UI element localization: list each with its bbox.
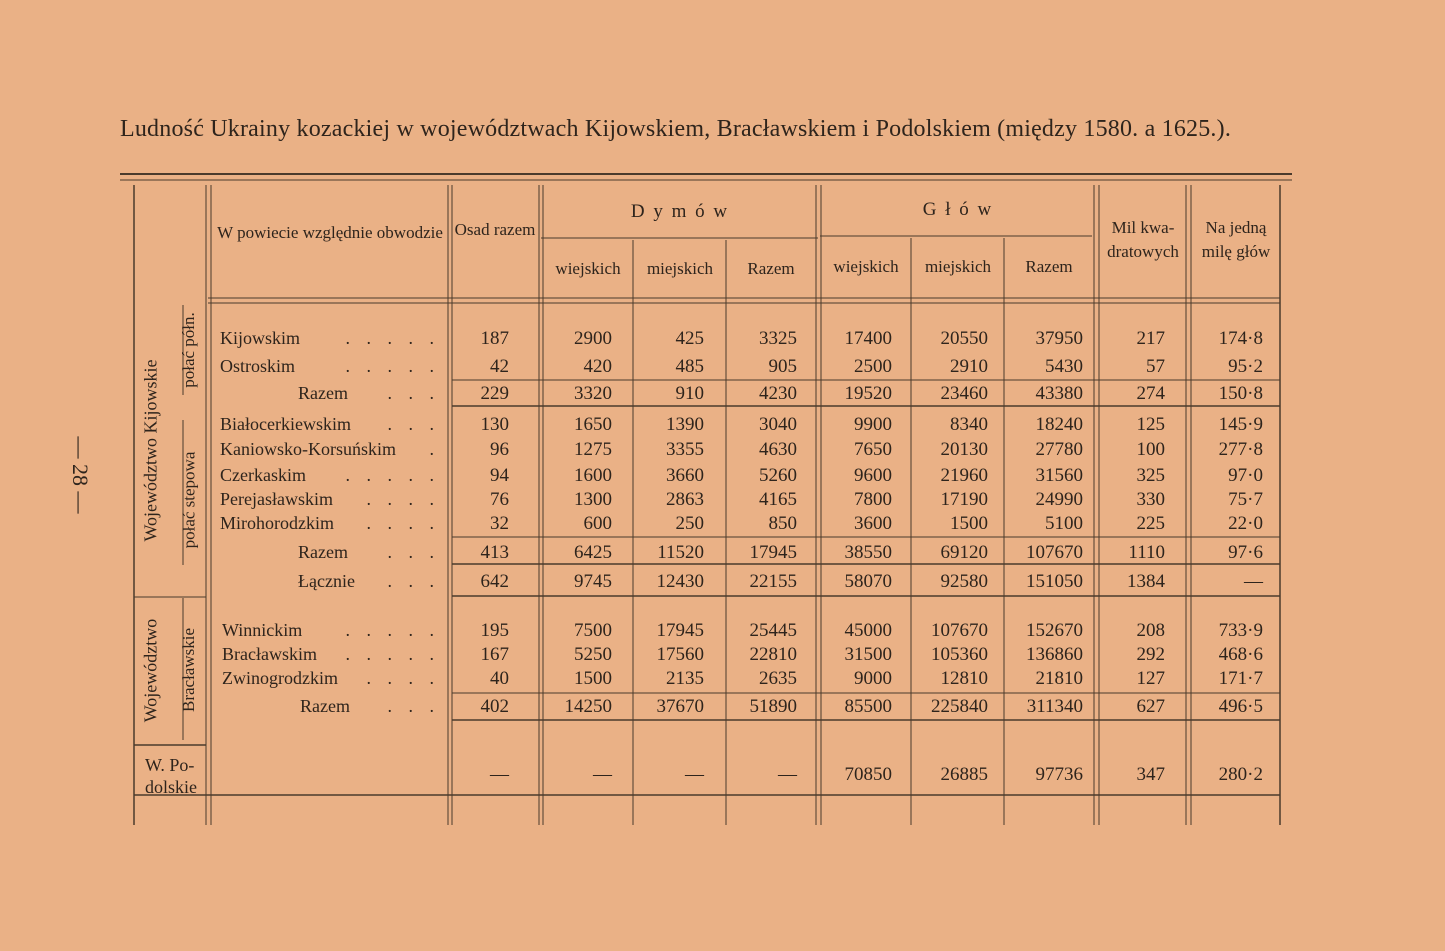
na-jedna-header: Na jedną milę głów <box>1201 218 1271 261</box>
cell-gr: 311340 <box>1026 696 1083 717</box>
cell-dm: 3355 <box>666 439 704 460</box>
cell-dr: 17945 <box>749 542 797 563</box>
row-name: Białocerkiewskim <box>220 414 351 434</box>
cell-dw: 420 <box>583 356 612 377</box>
cell-dw: 1300 <box>574 489 612 510</box>
row-name: Ostroskim <box>220 356 296 376</box>
side-label-podolskie-2: dolskie <box>145 777 197 797</box>
glow-miejskich-header: miejskich <box>924 257 992 276</box>
cell-gest: 97·0 <box>1228 465 1263 486</box>
cell-gw: 9000 <box>854 668 892 689</box>
row-name: Łącznie <box>298 571 355 591</box>
cell-osad: 642 <box>480 571 509 592</box>
cell-dm: 2863 <box>666 489 704 510</box>
cell-osad: 32 <box>490 513 509 534</box>
cell-gr: 5430 <box>1045 356 1083 377</box>
cell-gest: 75·7 <box>1228 489 1263 510</box>
row-leader-dots: . . . . <box>366 489 440 509</box>
cell-gw: 17400 <box>844 328 892 349</box>
cell-dm: 425 <box>675 328 704 349</box>
cell-dm: 3660 <box>666 465 704 486</box>
row-leader-dots: . <box>429 439 440 459</box>
cell-gm: 2910 <box>950 356 988 377</box>
cell-dw: 1600 <box>574 465 612 486</box>
cell-osad: 402 <box>480 696 509 717</box>
cell-gm: 12810 <box>940 668 988 689</box>
cell-osad: 187 <box>480 328 509 349</box>
cell-dm: 12430 <box>656 571 704 592</box>
cell-dr: 51890 <box>749 696 797 717</box>
row-name: Razem <box>298 542 348 562</box>
dymow-header: D y m ó w <box>630 201 730 222</box>
cell-dr: 4630 <box>759 439 797 460</box>
glow-wiejskich-header: wiejskich <box>833 257 899 276</box>
cell-dm: 485 <box>675 356 704 377</box>
cell-gr: 97736 <box>1035 764 1083 785</box>
cell-dw: 5250 <box>574 644 612 665</box>
cell-dr: 850 <box>768 513 797 534</box>
row-name: Mirohorodzkim <box>220 513 334 533</box>
cell-mil: 208 <box>1136 620 1165 641</box>
cell-gw: 3600 <box>854 513 892 534</box>
cell-gest: 97·6 <box>1228 542 1263 563</box>
cell-dw: 3320 <box>574 383 612 404</box>
cell-gm: 8340 <box>950 414 988 435</box>
cell-gest: 171·7 <box>1218 668 1263 689</box>
row-leader-dots: . . . . . <box>345 328 440 348</box>
cell-mil: 127 <box>1136 668 1165 689</box>
cell-dm: 250 <box>675 513 704 534</box>
cell-gest: 22·0 <box>1228 513 1263 534</box>
page-title: Ludność Ukrainy kozackiej w województwach Kijowskiem, Bracławskiem i Podolskiem (między 1580. a 1625.). <box>120 116 1232 142</box>
row-name: Bracławskim <box>222 644 317 664</box>
cell-gw: 38550 <box>844 542 892 563</box>
cell-gm: 92580 <box>940 571 988 592</box>
cell-dm: 2135 <box>666 668 704 689</box>
cell-dw: 9745 <box>574 571 612 592</box>
row-leader-dots: . . . . <box>366 513 440 533</box>
cell-osad: 94 <box>490 465 509 486</box>
cell-gw: 2500 <box>854 356 892 377</box>
cell-dr: 5260 <box>759 465 797 486</box>
cell-osad: 40 <box>490 668 509 689</box>
row-name: Razem <box>300 696 350 716</box>
cell-osad: 229 <box>480 383 509 404</box>
cell-dw: 1275 <box>574 439 612 460</box>
cell-mil: 1384 <box>1127 571 1165 592</box>
cell-dm: 37670 <box>656 696 704 717</box>
cell-osad: — <box>490 764 509 785</box>
cell-gr: 136860 <box>1026 644 1083 665</box>
cell-dw: 7500 <box>574 620 612 641</box>
page-number: — 28 — <box>68 436 93 514</box>
dymow-miejskich-header: miejskich <box>646 259 714 278</box>
cell-gr: 5100 <box>1045 513 1083 534</box>
cell-mil: 330 <box>1136 489 1165 510</box>
cell-dr: 22810 <box>749 644 797 665</box>
cell-gest: 280·2 <box>1218 764 1263 785</box>
side-label-polac-stepowa: połać stepowa <box>179 451 198 549</box>
cell-dr: 25445 <box>749 620 797 641</box>
cell-gw: 19520 <box>844 383 892 404</box>
side-label-podolskie-1: W. Po- <box>145 755 195 775</box>
cell-gr: 27780 <box>1035 439 1083 460</box>
cell-gest: 95·2 <box>1228 356 1263 377</box>
row-leader-dots: . . . . <box>366 668 440 688</box>
cell-mil: 100 <box>1136 439 1165 460</box>
cell-gr: 43380 <box>1035 383 1083 404</box>
cell-osad: 96 <box>490 439 509 460</box>
side-label-woj-braclawskie-2: Bracławskie <box>179 627 198 713</box>
cell-dm: 1390 <box>666 414 704 435</box>
row-name: Zwinogrodzkim <box>222 668 338 688</box>
dymow-wiejskich-header: wiejskich <box>555 259 621 278</box>
cell-gm: 20130 <box>940 439 988 460</box>
osad-header: Osad razem <box>454 220 536 239</box>
cell-gest: 733·9 <box>1218 620 1263 641</box>
cell-dw: 6425 <box>574 542 612 563</box>
cell-gm: 21960 <box>940 465 988 486</box>
cell-dm: 910 <box>675 383 704 404</box>
cell-gr: 151050 <box>1026 571 1083 592</box>
cell-dr: 3325 <box>759 328 797 349</box>
cell-dw: 600 <box>583 513 612 534</box>
side-label-woj-kijowskie: Województwo Kijowskie <box>140 358 161 542</box>
cell-gr: 18240 <box>1035 414 1083 435</box>
cell-mil: 1110 <box>1128 542 1165 563</box>
cell-gm: 20550 <box>940 328 988 349</box>
row-name: Czerkaskim <box>220 465 306 485</box>
cell-gw: 7800 <box>854 489 892 510</box>
row-leader-dots: . . . . . <box>345 620 440 640</box>
cell-gw: 58070 <box>844 571 892 592</box>
cell-gm: 105360 <box>931 644 988 665</box>
row-leader-dots: . . . . . <box>345 465 440 485</box>
cell-dr: 4165 <box>759 489 797 510</box>
cell-dr: 22155 <box>749 571 797 592</box>
cell-mil: 292 <box>1136 644 1165 665</box>
cell-mil: 347 <box>1136 764 1165 785</box>
cell-gest: 468·6 <box>1218 644 1263 665</box>
cell-mil: 217 <box>1136 328 1165 349</box>
cell-dw: — <box>593 764 612 785</box>
cell-gm: 225840 <box>931 696 988 717</box>
cell-gm: 107670 <box>931 620 988 641</box>
cell-dr: 3040 <box>759 414 797 435</box>
cell-gr: 24990 <box>1035 489 1083 510</box>
cell-dm: 11520 <box>657 542 704 563</box>
cell-gw: 31500 <box>844 644 892 665</box>
cell-mil: 57 <box>1146 356 1165 377</box>
cell-osad: 195 <box>480 620 509 641</box>
cell-gr: 21810 <box>1035 668 1083 689</box>
district-header: W powiecie względnie obwodzie <box>217 223 443 242</box>
row-name: Kaniowsko-Korsuńskim <box>220 439 396 459</box>
cell-dm: 17945 <box>656 620 704 641</box>
cell-gest: 150·8 <box>1218 383 1263 404</box>
cell-mil: 225 <box>1136 513 1165 534</box>
cell-gr: 152670 <box>1026 620 1083 641</box>
cell-mil: 274 <box>1136 383 1165 404</box>
row-leader-dots: . . . <box>387 414 440 434</box>
cell-gw: 85500 <box>844 696 892 717</box>
cell-osad: 167 <box>480 644 509 665</box>
cell-gr: 37950 <box>1035 328 1083 349</box>
row-leader-dots: . . . <box>387 542 440 562</box>
cell-gm: 1500 <box>950 513 988 534</box>
cell-gw: 9600 <box>854 465 892 486</box>
cell-mil: 627 <box>1136 696 1165 717</box>
row-name: Perejasławskim <box>220 489 333 509</box>
cell-gm: 26885 <box>940 764 988 785</box>
cell-gm: 17190 <box>940 489 988 510</box>
cell-gr: 31560 <box>1035 465 1083 486</box>
row-leader-dots: . . . <box>387 383 440 403</box>
cell-dr: 4230 <box>759 383 797 404</box>
side-label-woj-braclawskie-1: Województwo <box>140 618 161 722</box>
side-label-polac-poln: połać półn. <box>179 312 199 388</box>
cell-dr: 2635 <box>759 668 797 689</box>
cell-osad: 130 <box>480 414 509 435</box>
cell-dw: 2900 <box>574 328 612 349</box>
cell-gest: 145·9 <box>1218 414 1263 435</box>
glow-header: G ł ó w <box>922 199 994 220</box>
dymow-razem-header: Razem <box>747 259 795 278</box>
cell-osad: 413 <box>480 542 509 563</box>
cell-gw: 9900 <box>854 414 892 435</box>
row-name: Razem <box>298 383 348 403</box>
cell-gm: 69120 <box>940 542 988 563</box>
row-leader-dots: . . . . . <box>345 356 440 376</box>
cell-dw: 1500 <box>574 668 612 689</box>
cell-gest: 277·8 <box>1218 439 1263 460</box>
cell-gw: 7650 <box>854 439 892 460</box>
cell-dw: 14250 <box>564 696 612 717</box>
cell-dr: — <box>778 764 797 785</box>
cell-dm: 17560 <box>656 644 704 665</box>
cell-gest: 496·5 <box>1218 696 1263 717</box>
cell-gr: 107670 <box>1026 542 1083 563</box>
cell-gest: — <box>1244 571 1263 592</box>
cell-osad: 42 <box>490 356 509 377</box>
cell-osad: 76 <box>490 489 509 510</box>
cell-gest: 174·8 <box>1218 328 1263 349</box>
row-leader-dots: . . . <box>387 696 440 716</box>
cell-gw: 45000 <box>844 620 892 641</box>
cell-gw: 70850 <box>844 764 892 785</box>
row-name: Kijowskim <box>220 328 301 348</box>
cell-gm: 23460 <box>940 383 988 404</box>
cell-mil: 325 <box>1136 465 1165 486</box>
row-leader-dots: . . . . . <box>345 644 440 664</box>
cell-dw: 1650 <box>574 414 612 435</box>
cell-dm: — <box>685 764 704 785</box>
glow-razem-header: Razem <box>1025 257 1073 276</box>
cell-dr: 905 <box>768 356 797 377</box>
mil-header: Mil kwa-dratowych <box>1107 218 1179 261</box>
row-leader-dots: . . . <box>387 571 440 591</box>
cell-mil: 125 <box>1136 414 1165 435</box>
row-name: Winnickim <box>222 620 303 640</box>
